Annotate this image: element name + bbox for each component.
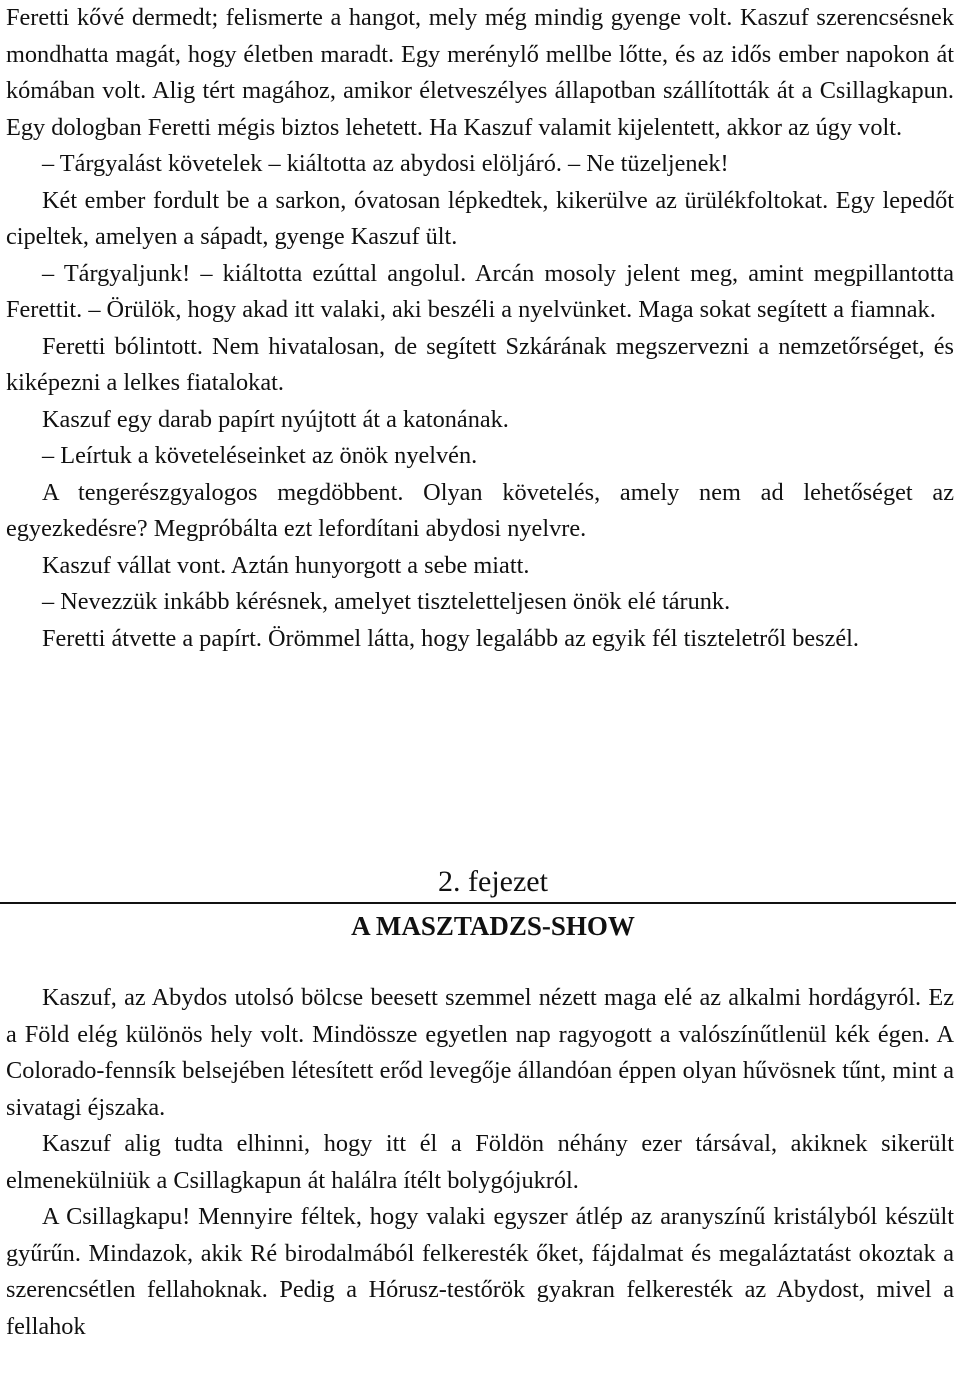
paragraph-9: Kaszuf vállat vont. Aztán hunyorgott a sebe miatt. bbox=[42, 551, 530, 579]
paragraph-6: Kaszuf egy darab papírt nyújtott át a katonának. bbox=[42, 405, 509, 433]
chapter-number: 2. fejezet bbox=[438, 865, 548, 898]
upper-text-block bbox=[6, 0, 954, 657]
chapter-text-block bbox=[6, 980, 954, 1345]
paragraph-10: – Nevezzük inkább kérésnek, amelyet tiszteletteljesen önök elé tárunk. bbox=[42, 588, 731, 615]
chapter-paragraph-1: Kaszuf, az Abydos utolsó bölcse beesett szemmel nézett maga elé az alkalmi hordágyról. Ez a Föld elég különös hely volt. Mindössze egyetlen nap ragyogott a valószínűtlenül kék égen. A Colorado-fennsík belsejében létesített erőd levegője állandóan éppen olyan hűvösnek tűnt, mint a sivatagi éjszaka. bbox=[6, 984, 954, 1121]
paragraph-1: Feretti kővé dermedt; felismerte a hangot, mely még mindig gyenge volt. Kaszuf szerencsésnek mondhatta magát, hogy életben maradt. Egy merénylő mellbe lőtte, és az idős ember napokon át kómában volt. Alig tért magához, amikor életveszélyes állapotban szállították át a Csillagkapun. Egy dologban Feretti mégis biztos lehetett. Ha Kaszuf valamit kijelentett, akkor az úgy volt. bbox=[6, 4, 954, 141]
chapter-divider bbox=[0, 902, 956, 904]
chapter-title: A MASZTADZS-SHOW bbox=[351, 911, 635, 941]
paragraph-8: A tengerészgyalogos megdöbbent. Olyan követelés, amely nem ad lehetőséget az egyezkedésre? Megpróbálta ezt lefordítani abydosi nyelvre. bbox=[6, 478, 954, 542]
paragraph-3: Két ember fordult be a sarkon, óvatosan lépkedtek, kikerülve az ürülékfoltokat. Egy lepedőt cipeltek, amelyen a sápadt, gyenge Kaszuf ült. bbox=[6, 186, 954, 250]
paragraph-5: Feretti bólintott. Nem hivatalosan, de segített Szkárának megszervezni a nemzetőrséget, és kiképezni a lelkes fiatalokat. bbox=[6, 332, 954, 396]
paragraph-2: – Tárgyalást követelek – kiáltotta az abydosi elöljáró. – Ne tüzeljenek! bbox=[42, 150, 729, 177]
paragraph-7: – Leírtuk a követeléseinket az önök nyelvén. bbox=[42, 442, 478, 469]
paragraph-4: – Tárgyaljunk! – kiáltotta ezúttal angolul. Arcán mosoly jelent meg, amint megpillantotta Ferettit. – Örülök, hogy akad itt valaki, aki beszéli a nyelvünket. Maga sokat segített a fiamnak. bbox=[6, 259, 954, 323]
chapter-paragraph-2: Kaszuf alig tudta elhinni, hogy itt él a Földön néhány ezer társával, akiknek sikerült elmenekülniük a Csillagkapun át halálra ítélt bolygójukról. bbox=[6, 1130, 954, 1194]
chapter-paragraph-3: A Csillagkapu! Mennyire féltek, hogy valaki egyszer átlép az aranyszínű kristályból készült gyűrűn. Mindazok, akik Ré birodalmából felkeresték őket, fájdalmat és megaláztatást okoztak a szerencsétlen fellahoknak. Pedig a Hórusz-testőrök gyakran felkeresték az Abydost, mivel a fellahok bbox=[6, 1203, 954, 1340]
chapter-heading bbox=[0, 862, 960, 946]
paragraph-11: Feretti átvette a papírt. Örömmel látta, hogy legalább az egyik fél tiszteletről beszél. bbox=[42, 624, 860, 652]
